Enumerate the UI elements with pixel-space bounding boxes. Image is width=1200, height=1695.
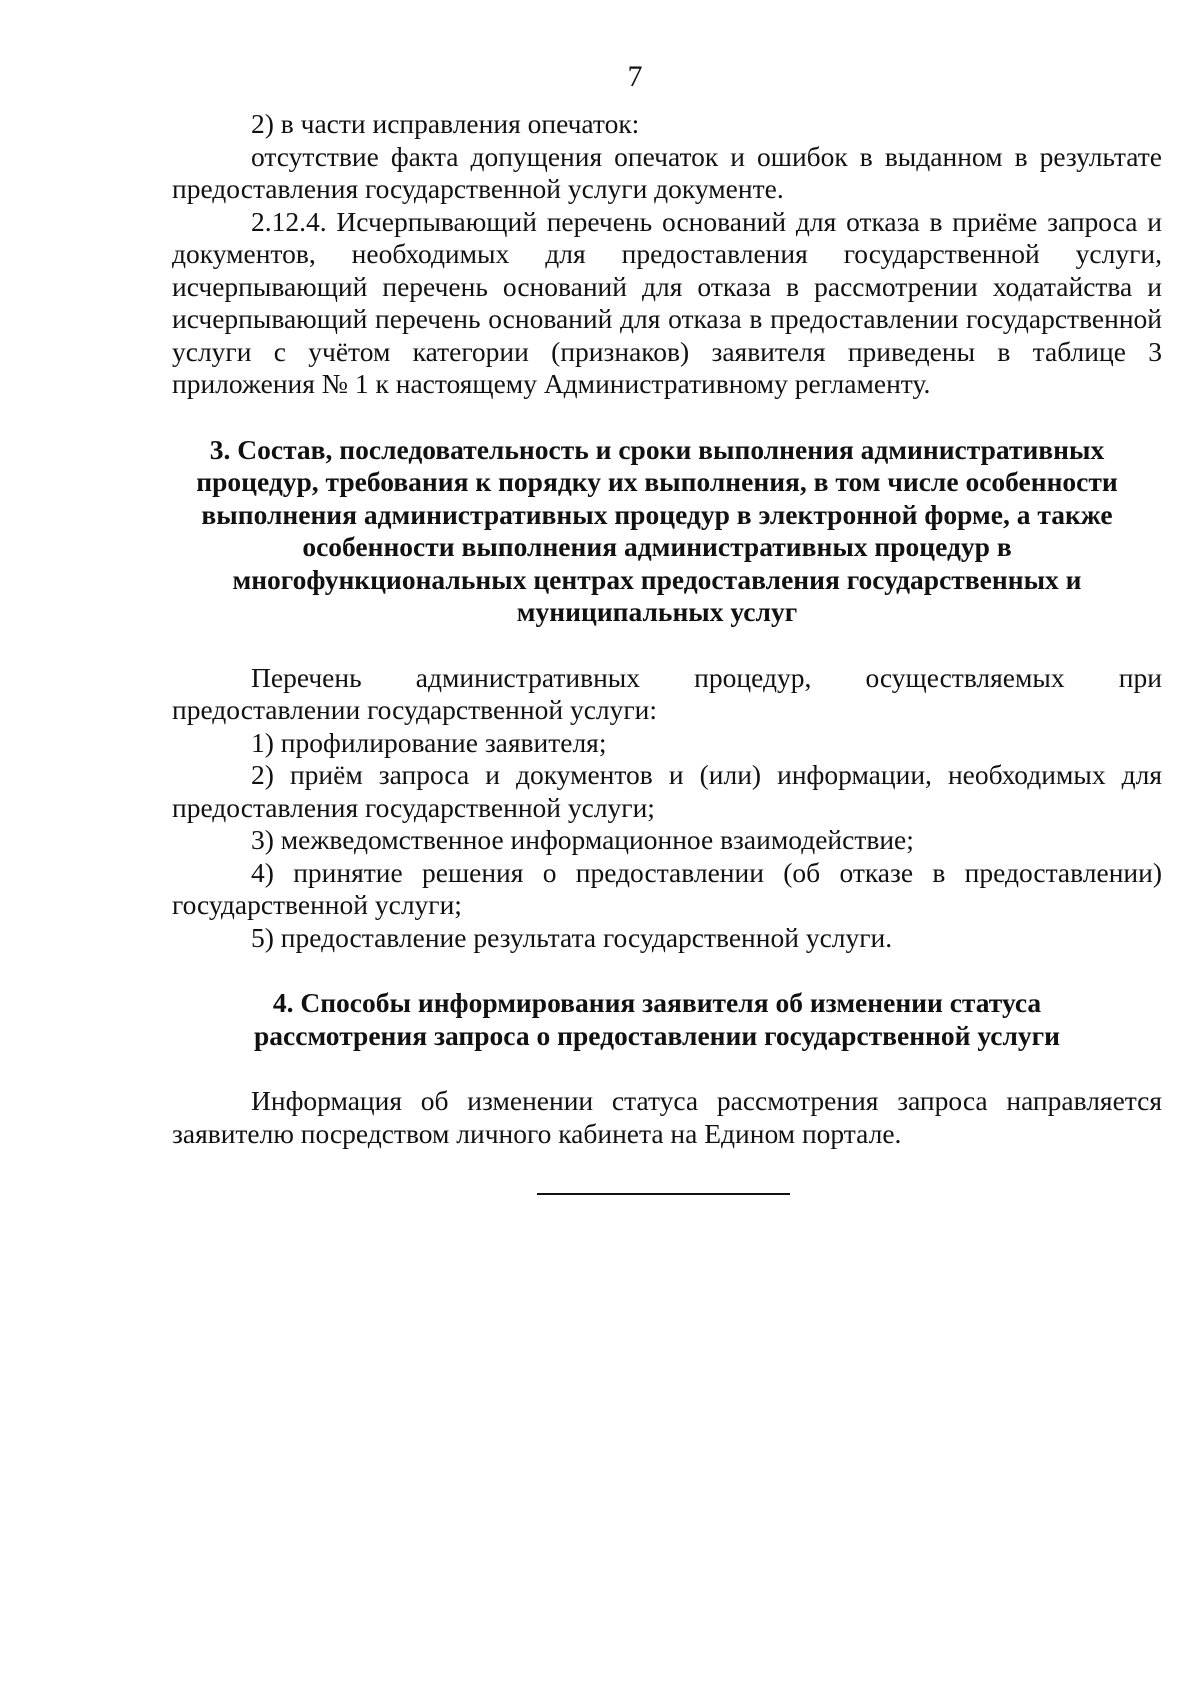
section-4-heading xyxy=(172,987,1162,1052)
section-4-text: Информация об изменении статуса рассмотрения запроса направляется заявителю посредством личного кабинета на Едином портале. xyxy=(172,1085,1162,1149)
spacer xyxy=(172,1052,1162,1085)
procedure-item: 1) профилирование заявителя; xyxy=(251,726,607,758)
page-number: 7 xyxy=(627,60,643,93)
section-3-heading-text: 3. Состав, последовательность и сроки выполнения административных процедур, требования к порядку их выполнения, в том числе особенности выполнения административных процедур в электронной форме, а также особенности выполнения административных процедур в многофункциональных центрах предоставления государственных и муниципальных услуг xyxy=(196,433,1118,627)
procedure-item: 3) межведомственное информационное взаимодействие; xyxy=(251,824,914,855)
paragraph-2-12-4: 2.12.4. Исчерпывающий перечень оснований для отказа в приёме запроса и документов, необходимых для предоставления государственной услуги, исчерпывающий перечень оснований для отказа в рассмотрении ходатайства и исчерпывающий перечень оснований для отказа в предоставлении государственной услуги с учётом категории (признаков) заявителя приведены в таблице 3 приложения № 1 к настоящему Административному регламенту. xyxy=(172,205,1162,399)
section-3-heading xyxy=(172,434,1162,629)
procedure-item: 2) приём запроса и документов и (или) информации, необходимых для предоставления государственной услуги; xyxy=(172,759,1162,823)
procedure-item: 4) принятие решения о предоставлении (об отказе в предоставлении) государственной услуги; xyxy=(172,856,1162,920)
end-rule xyxy=(537,1193,790,1195)
document-body xyxy=(172,108,1162,1150)
procedure-item: 5) предоставление результата государственной услуги. xyxy=(251,921,893,953)
spacer xyxy=(172,401,1162,434)
item-2-text: отсутствие факта допущения опечаток и ошибок в выданном в результате предоставления государственной услуги документе. xyxy=(172,140,1162,204)
spacer xyxy=(172,629,1162,662)
section-4-heading-text: 4. Способы информирования заявителя об изменении статуса рассмотрения запроса о предоставлении государственной услуги xyxy=(253,987,1060,1051)
item-2-label: 2) в части исправления опечаток: xyxy=(251,108,640,139)
section-3-intro: Перечень административных процедур, осуществляемых при предоставлении государственной услуги: xyxy=(172,661,1162,725)
spacer xyxy=(172,954,1162,987)
